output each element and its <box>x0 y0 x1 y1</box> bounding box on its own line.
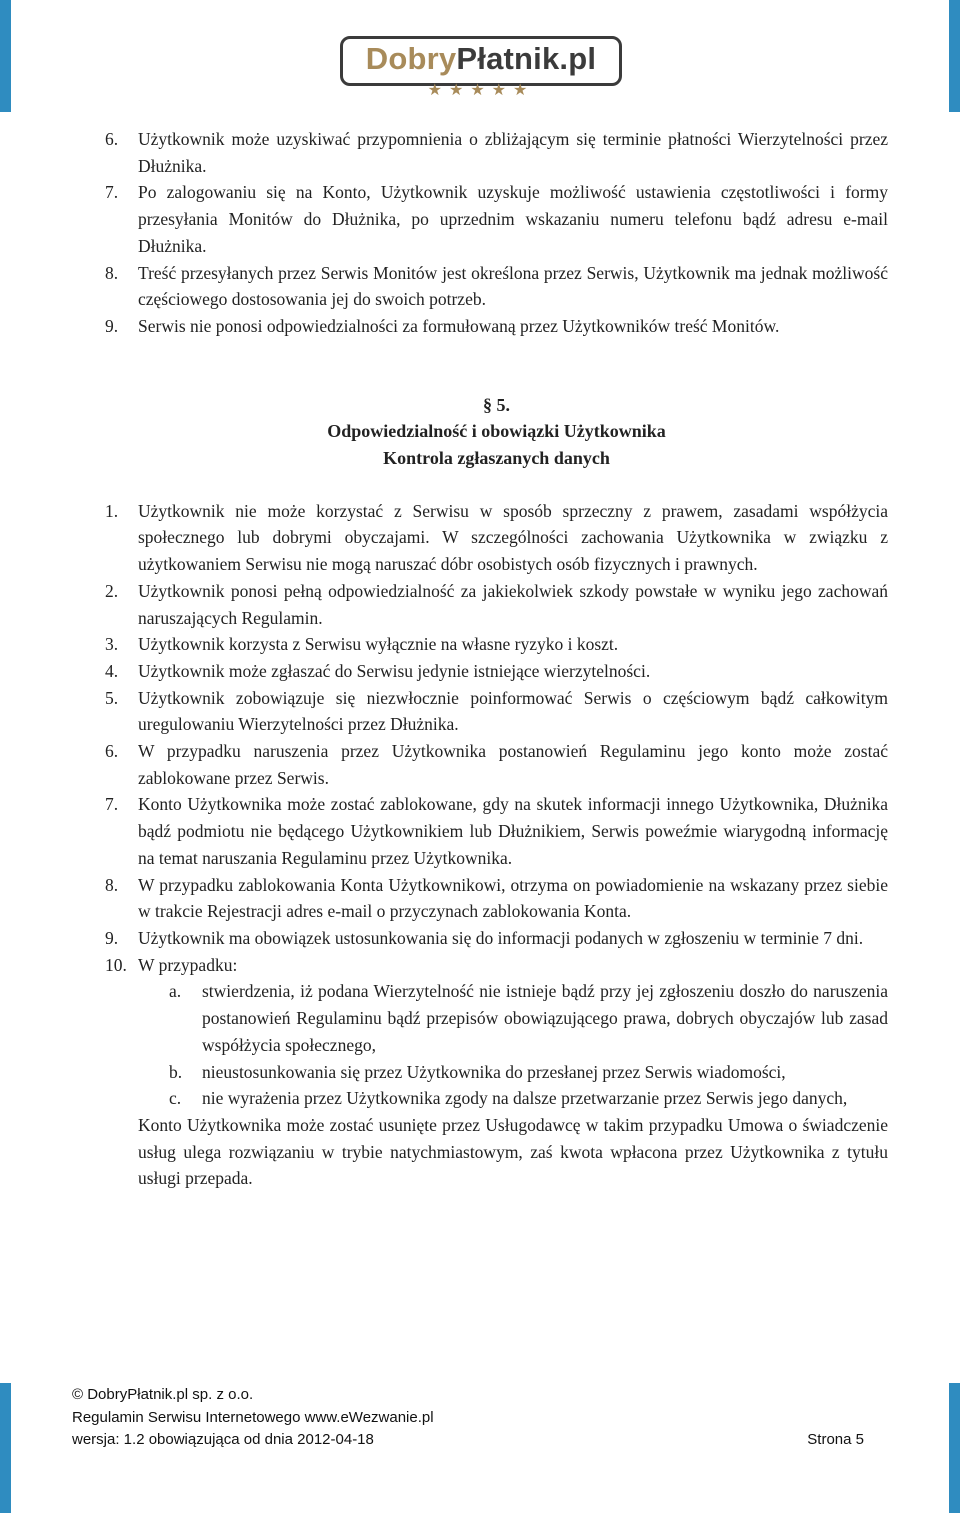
list-item <box>105 738 888 791</box>
list-item <box>105 631 888 658</box>
bottom-right-accent-bar <box>949 1383 960 1513</box>
section-subtitle: Kontrola zgłaszanych danych <box>383 448 610 469</box>
item-number: 7. <box>105 794 119 815</box>
item-number: 8. <box>105 262 119 283</box>
list-item <box>105 791 888 871</box>
logo-part1: Dobry <box>365 41 457 76</box>
list-item <box>105 872 888 925</box>
list-item <box>105 685 888 738</box>
sub-item-letter: c. <box>169 1088 182 1109</box>
bottom-left-accent-bar <box>0 1383 11 1513</box>
top-right-accent-bar <box>949 0 960 112</box>
sub-list-item <box>105 1059 888 1086</box>
list-item <box>105 578 888 631</box>
item-text: W przypadku naruszenia przez Użytkownika postanowień Regulaminu jego konto może zostać zablokowane przez Serwis. <box>138 741 888 788</box>
sub-item-letter: a. <box>169 981 182 1002</box>
list-item <box>105 179 888 259</box>
sub-item-text: stwierdzenia, iż podana Wierzytelność nie istnieje bądź przy jej zgłoszeniu doszło do naruszenia postanowień Regulaminu bądź przepisów obowiązującego prawa, dobrych obyczajów lub zasad współżycia społecznego, <box>202 981 888 1055</box>
item-text: Użytkownik może uzyskiwać przypomnienia o zbliżającym się terminie płatności Wierzytelności przez Dłużnika. <box>138 129 888 176</box>
sub-item-text: nie wyrażenia przez Użytkownika zgody na dalsze przetwarzanie przez Serwis jego danych, <box>202 1088 848 1109</box>
sub-list-item <box>105 978 888 1058</box>
dobryplatnik-logo <box>340 36 620 98</box>
list-item <box>105 313 888 340</box>
item-text: Użytkownik nie może korzystać z Serwisu w sposób sprzeczny z prawem, zasadami współżycia społecznego lub dobrymi obyczajami. W szczególności zachowania Użytkownika w związku z użytkowaniem Serwisu nie mogą naruszać dóbr osobistych osób fizycznych i prawnych. <box>138 500 888 575</box>
item-text: Użytkownik zobowiązuje się niezwłocznie poinformować Serwis o częściowym bądź całkowitym uregulowaniu Wierzytelności przez Dłużnika. <box>138 687 888 735</box>
item-text: W przypadku: <box>138 954 238 975</box>
item-number: 2. <box>105 580 119 601</box>
item-text: Serwis nie ponosi odpowiedzialności za formułowaną przez Użytkowników treść Monitów. <box>138 315 780 336</box>
list-item <box>105 498 888 578</box>
document-body <box>105 126 888 1192</box>
top-list <box>105 126 888 340</box>
item-text: Po zalogowaniu się na Konto, Użytkownik uzyskuje możliwość ustawienia częstotliwości i formy przesyłania Monitów do Dłużnika, po uprzednim wskazaniu numeru telefonu bądź adresu e-mail Dłużnika. <box>138 182 888 256</box>
item-number: 1. <box>105 500 119 521</box>
item-number: 9. <box>105 315 119 336</box>
footer-document-title: Regulamin Serwisu Internetowego www.eWezwanie.pl <box>72 1408 434 1426</box>
footer-version: wersja: 1.2 obowiązująca od dnia 2012-04-18 <box>72 1431 374 1448</box>
sub-item-letter: b. <box>169 1061 183 1082</box>
list-item <box>105 260 888 313</box>
logo-stars: ★★★★★ <box>427 80 535 99</box>
section-title: Odpowiedzialność i obowiązki Użytkownika <box>327 421 666 442</box>
item-text: W przypadku zablokowania Konta Użytkownikowi, otrzyma on powiadomienie na wskazany przez siebie w trakcie Rejestracji adres e-mail o przyczynach zablokowania Konta. <box>138 874 888 922</box>
footer-version-row <box>72 1429 864 1452</box>
item-text: Treść przesyłanych przez Serwis Monitów jest określona przez Serwis, Użytkownik ma jednak możliwość częściowego dostosowania jej do swoich potrzeb. <box>138 262 888 310</box>
item-number: 3. <box>105 634 119 655</box>
item-number: 6. <box>105 129 119 149</box>
logo-wordmark <box>340 40 622 78</box>
item-text: Użytkownik ponosi pełną odpowiedzialność za jakiekolwiek szkody powstałe w wyniku jego zachowań naruszających Regulamin. <box>138 580 888 628</box>
item-number: 7. <box>105 182 119 203</box>
list-item <box>105 925 888 952</box>
item-text: Użytkownik może zgłaszać do Serwisu jedynie istniejące wierzytelności. <box>138 660 651 681</box>
top-left-accent-bar <box>0 0 11 112</box>
list-item <box>105 952 888 979</box>
item-text: Użytkownik ma obowiązek ustosunkowania się do informacji podanych w zgłoszeniu w terminie 7 dni. <box>138 927 864 948</box>
section-number: § 5. <box>483 394 510 415</box>
sub-list <box>105 978 888 1112</box>
page-number: Strona 5 <box>807 1431 864 1448</box>
logo-part2: Płatnik.pl <box>456 41 597 76</box>
list-item <box>105 126 888 179</box>
item-number: 4. <box>105 660 119 681</box>
closing-paragraph: Konto Użytkownika może zostać usunięte przez Usługodawcę w takim przypadku Umowa o świadczenie usług ulega rozwiązaniu w trybie natychmiastowym, zaś kwota wpłacona przez Użytkownika z tytułu usługi przepada. <box>138 1114 888 1189</box>
item-number: 6. <box>105 741 119 762</box>
main-list <box>105 498 888 979</box>
list-item <box>105 658 888 685</box>
sub-list-item <box>105 1085 888 1112</box>
item-text: Użytkownik korzysta z Serwisu wyłącznie na własne ryzyko i koszt. <box>138 634 619 655</box>
sub-item-text: nieustosunkowania się przez Użytkownika do przesłanej przez Serwis wiadomości, <box>202 1061 786 1082</box>
item-number: 5. <box>105 687 119 708</box>
item-text: Konto Użytkownika może zostać zablokowane, gdy na skutek informacji innego Użytkownika, Dłużnika bądź podmiotu nie będącego Użytkownikiem lub Dłużnikiem, Serwis poweźmie wiarygodną informację na temat naruszania Regulaminu przez Użytkownika. <box>138 794 888 868</box>
item-number: 10. <box>105 954 127 975</box>
footer-copyright: © DobryPłatnik.pl sp. z o.o. <box>72 1386 254 1403</box>
item-number: 9. <box>105 927 119 948</box>
item-number: 8. <box>105 874 119 895</box>
page-footer <box>72 1384 864 1452</box>
